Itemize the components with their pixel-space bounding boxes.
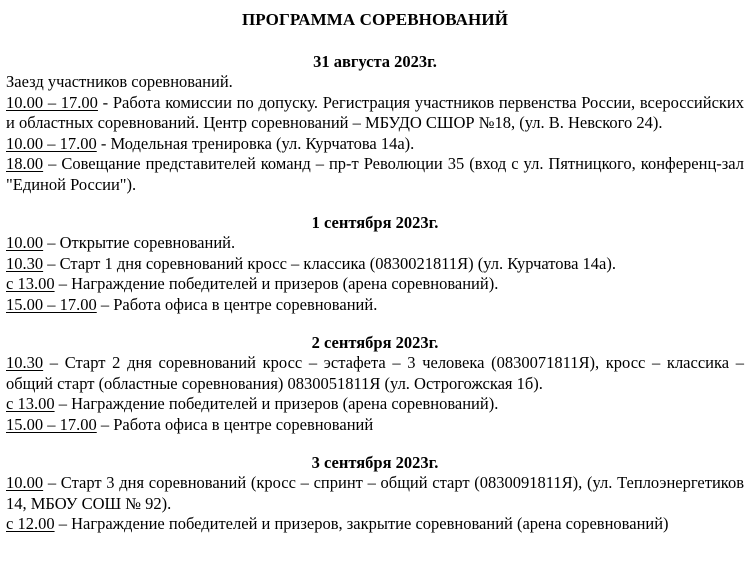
schedule-time: 15.00 – 17.00 bbox=[6, 414, 97, 434]
schedule-text: – Старт 2 дня соревнований кросс – эстафета – 3 человека (0830071811Я), кросс – классика – общий старт (областные соревнования) 0830051811Я (ул. Острогожская 1б). bbox=[6, 353, 744, 393]
schedule-time: 10.00 bbox=[6, 233, 44, 252]
schedule-time: 10.30 bbox=[6, 353, 44, 372]
schedule-text: – Работа офиса в центре соревнований. bbox=[96, 294, 378, 314]
schedule-time: 10.30 bbox=[6, 253, 44, 273]
schedule-text: – Награждение победителей и призеров (арена соревнований). bbox=[54, 274, 499, 293]
schedule-time: 10.00 – 17.00 bbox=[6, 92, 98, 112]
schedule-line bbox=[6, 154, 744, 195]
schedule-text: – Открытие соревнований. bbox=[43, 233, 236, 252]
day-block-1 bbox=[6, 52, 744, 195]
schedule-line bbox=[6, 93, 744, 134]
day-block-2 bbox=[6, 213, 744, 315]
schedule-text: – Совещание представителей команд – пр-т Революции 35 (вход с ул. Пятницкого, конференц-зал "Единой России"). bbox=[6, 154, 744, 194]
schedule-text: – Награждение победителей и призеров, закрытие соревнований (арена соревнований) bbox=[54, 514, 669, 533]
schedule-time: 18.00 bbox=[6, 154, 44, 173]
schedule-line bbox=[6, 514, 744, 535]
schedule-line bbox=[6, 254, 744, 275]
schedule-time: 10.00 – 17.00 bbox=[6, 133, 97, 153]
day-block-3 bbox=[6, 333, 744, 435]
day-heading: 3 сентября 2023г. bbox=[311, 453, 439, 472]
schedule-time: с 13.00 bbox=[6, 274, 55, 293]
schedule-text: – Работа офиса в центре соревнований bbox=[96, 414, 374, 434]
day-block-4 bbox=[6, 453, 744, 535]
schedule-text: - Работа комиссии по допуску. Регистрация участников первенства России, всероссийских и областных соревнований. Центр соревнований – МБУДО СШОР №18, (ул. В. Невского 24). bbox=[6, 92, 745, 132]
schedule-line bbox=[6, 274, 744, 295]
schedule-text: - Модельная тренировка (ул. Курчатова 14а). bbox=[96, 133, 415, 153]
schedule-line bbox=[6, 134, 744, 155]
schedule-time: с 12.00 bbox=[6, 514, 55, 533]
schedule-line bbox=[6, 394, 744, 415]
schedule-text: – Старт 3 дня соревнований (кросс – спринт – общий старт (0830091811Я), (ул. Теплоэнергетиков 14, МБОУ СОШ № 92). bbox=[6, 473, 744, 513]
schedule-line bbox=[6, 295, 744, 316]
schedule-time: 10.00 bbox=[6, 473, 44, 492]
schedule-line bbox=[6, 353, 744, 394]
schedule-text: – Старт 1 дня соревнований кросс – классика (0830021811Я) (ул. Курчатова 14а). bbox=[43, 253, 616, 273]
block-spacer bbox=[6, 195, 744, 213]
schedule-time: с 13.00 bbox=[6, 394, 55, 413]
schedule-text: Заезд участников соревнований. bbox=[6, 72, 233, 91]
schedule-line bbox=[6, 473, 744, 514]
schedule-time: 15.00 – 17.00 bbox=[6, 294, 97, 314]
schedule-line bbox=[6, 415, 744, 436]
day-heading: 31 августа 2023г. bbox=[313, 52, 437, 71]
schedule-line bbox=[6, 72, 744, 93]
title-spacer bbox=[6, 30, 744, 52]
schedule-line bbox=[6, 233, 744, 254]
day-heading: 2 сентября 2023г. bbox=[311, 333, 439, 352]
block-spacer bbox=[6, 435, 744, 453]
page-title: ПРОГРАММА СОРЕВНОВАНИЙ bbox=[241, 10, 509, 29]
schedule-text: – Награждение победителей и призеров (арена соревнований). bbox=[54, 394, 499, 413]
block-spacer bbox=[6, 315, 744, 333]
day-heading: 1 сентября 2023г. bbox=[311, 213, 439, 232]
